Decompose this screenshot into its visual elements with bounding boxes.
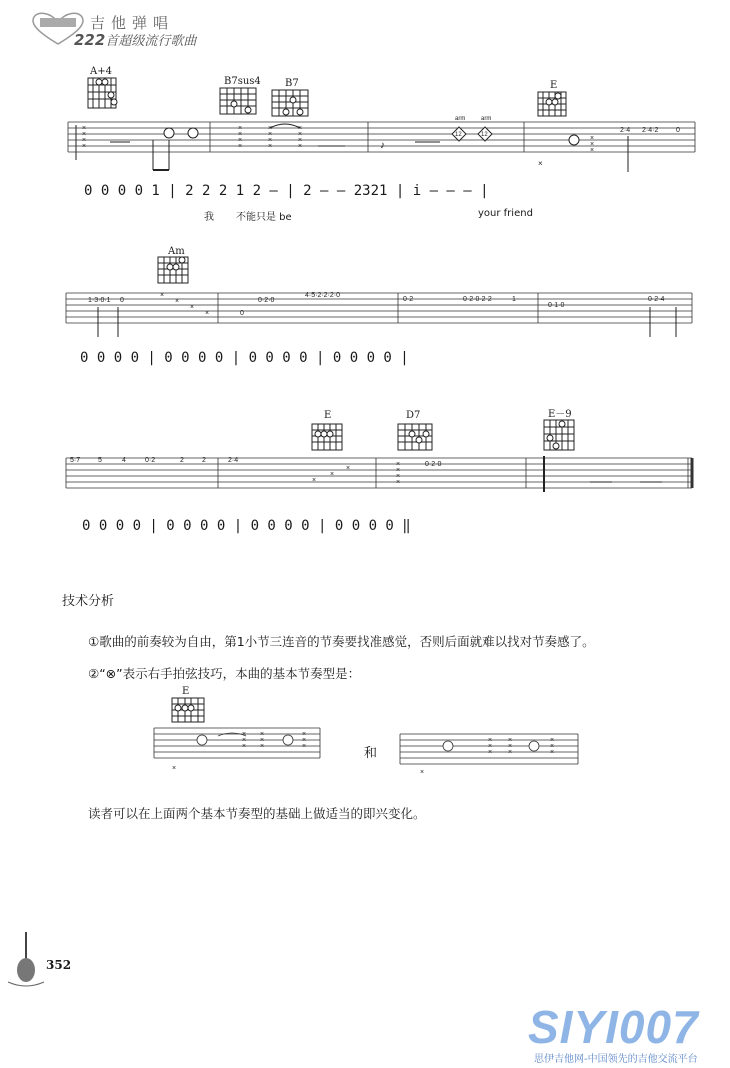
svg-text:×: × [172,765,177,772]
svg-text:2·4·2: 2·4·2 [642,127,659,134]
svg-text:×: × [238,125,243,132]
rhythm-pattern-2 [400,734,578,776]
svg-text:×: × [242,731,247,738]
svg-text:×: × [242,743,247,750]
svg-text:×: × [508,737,513,744]
and-label: 和 [364,746,378,761]
analysis-note-2: ②“⊗”表示右手拍弦技巧，本曲的基本节奏型是： [88,666,361,681]
chord-diagram-d7 [398,424,432,450]
chord-label-e1: E [550,80,558,91]
svg-text:×: × [590,135,595,142]
svg-text:×: × [590,147,595,154]
svg-text:×: × [268,125,273,132]
chord-diagram-b7 [272,90,308,116]
svg-text:2·4: 2·4 [228,457,239,464]
svg-text:×: × [268,137,273,144]
svg-text:×: × [488,749,493,756]
svg-text:×: × [238,131,243,138]
svg-text:0·2·4: 0·2·4 [648,296,665,303]
svg-text:0: 0 [240,310,244,317]
svg-text:4·5·2·2·2·0: 4·5·2·2·2·0 [305,292,341,299]
svg-text:×: × [242,737,247,744]
svg-text:×: × [396,473,401,480]
watermark-logo: SIYI007 [528,1001,699,1053]
tab-notes-1 [76,116,680,172]
svg-text:×: × [302,737,307,744]
svg-text:0·1·0: 0·1·0 [548,302,565,309]
svg-text:×: × [508,749,513,756]
jianpu-line-1: 0 0 0 0 1 | 2 2 2 1 2 — | 2 — — 2321 | i — — — | [84,183,489,199]
chord-label-am: Am [168,246,185,257]
svg-text:×: × [298,137,303,144]
svg-text:×: × [298,131,303,138]
chord-diagram-b7sus4 [220,88,256,114]
chord-label-a4: A+4 [90,66,112,77]
svg-text:0: 0 [120,297,124,304]
svg-text:5: 5 [98,457,102,464]
svg-text:×: × [260,737,265,744]
chord-label-b7sus4: B7sus4 [224,76,261,87]
book-title: 吉他弹唱 [90,14,175,32]
tab-system-2 [0,245,730,345]
svg-text:×: × [82,125,87,132]
svg-text:♪: ♪ [380,140,385,151]
svg-text:arm: arm [455,116,466,122]
chord-diagram-e9 [544,420,574,450]
svg-text:×: × [260,743,265,750]
svg-text:×: × [590,141,595,148]
svg-text:×: × [312,477,317,484]
tab-notes-3 [70,456,662,492]
chord-diagram-a4 [88,78,117,108]
svg-text:×: × [238,137,243,144]
svg-text:×: × [396,461,401,468]
svg-text:×: × [538,159,543,168]
svg-text:×: × [268,131,273,138]
watermark-tagline: 思伊吉他网-中国领先的吉他交流平台 [534,1054,698,1065]
chord-diagram-e1 [538,92,566,116]
chord-diagram-e3 [172,698,204,722]
svg-text:0·2: 0·2 [145,457,156,464]
svg-text:5·7: 5·7 [70,457,81,464]
guitar-ornament-icon [6,930,46,990]
tab-system-1 [0,60,730,230]
rhythm-pattern-1 [154,728,320,772]
rhythm-patterns [150,696,600,786]
svg-text:×: × [302,731,307,738]
svg-text:0·2·0: 0·2·0 [258,297,275,304]
svg-text:0: 0 [676,127,680,134]
chord-label-e2: E [324,410,332,421]
svg-text:1: 1 [512,296,516,303]
svg-text:×: × [82,143,87,150]
chord-diagram-e2 [312,424,342,450]
svg-text:×: × [550,743,555,750]
svg-text:0·2·0: 0·2·0 [425,461,442,468]
lyric-1: 我 [204,212,214,223]
page-number: 352 [46,958,72,972]
lyric-2: 不能只是 be [236,212,292,223]
svg-text:×: × [160,292,165,299]
svg-text:2·4: 2·4 [620,127,631,134]
jianpu-line-2: 0 0 0 0 | 0 0 0 0 | 0 0 0 0 | 0 0 0 0 | [80,350,409,366]
chord-diagram-am [158,257,188,283]
analysis-note-3: 读者可以在上面两个基本节奏型的基础上做适当的即兴变化。 [88,806,426,821]
book-header [28,10,258,50]
chord-label-e3: E [182,686,190,697]
svg-text:4: 4 [122,457,126,464]
svg-text:×: × [260,731,265,738]
svg-text:×: × [488,743,493,750]
tab-system-3 [0,418,730,518]
svg-text:×: × [238,143,243,150]
svg-text:12: 12 [455,132,462,138]
lyric-3: your friend [478,208,533,219]
svg-text:×: × [175,298,180,305]
svg-text:×: × [550,749,555,756]
svg-text:×: × [420,769,425,776]
svg-text:×: × [396,479,401,486]
svg-text:×: × [82,137,87,144]
svg-text:12: 12 [481,132,488,138]
svg-text:×: × [508,743,513,750]
svg-text:×: × [298,125,303,132]
analysis-note-1: ①歌曲的前奏较为自由，第1小节三连音的节奏要找准感觉，否则后面就难以找对节奏感了。 [88,634,595,649]
svg-text:×: × [302,743,307,750]
svg-text:×: × [190,304,195,311]
tab-staff-3 [66,458,692,488]
svg-text:×: × [298,143,303,150]
svg-text:×: × [330,471,335,478]
svg-text:0·2·0·2·2: 0·2·0·2·2 [463,296,492,303]
jianpu-line-3: 0 0 0 0 | 0 0 0 0 | 0 0 0 0 | 0 0 0 0 ‖ [82,518,411,534]
chord-label-d7: D7 [406,410,421,421]
analysis-title: 技术分析 [62,594,115,609]
svg-text:×: × [346,465,351,472]
svg-text:×: × [205,310,210,317]
chord-label-b7: B7 [285,78,299,89]
svg-text:2: 2 [202,457,206,464]
svg-text:×: × [550,737,555,744]
svg-text:×: × [268,143,273,150]
svg-text:1·3·0·1: 1·3·0·1 [88,297,111,304]
svg-text:×: × [488,737,493,744]
chord-label-e9: E－9 [548,409,572,420]
svg-text:×: × [82,131,87,138]
svg-text:2: 2 [180,457,184,464]
svg-text:0·2: 0·2 [403,296,414,303]
book-subtitle: 222首超级流行歌曲 [74,31,197,49]
svg-text:arm: arm [481,116,492,122]
svg-text:×: × [396,467,401,474]
